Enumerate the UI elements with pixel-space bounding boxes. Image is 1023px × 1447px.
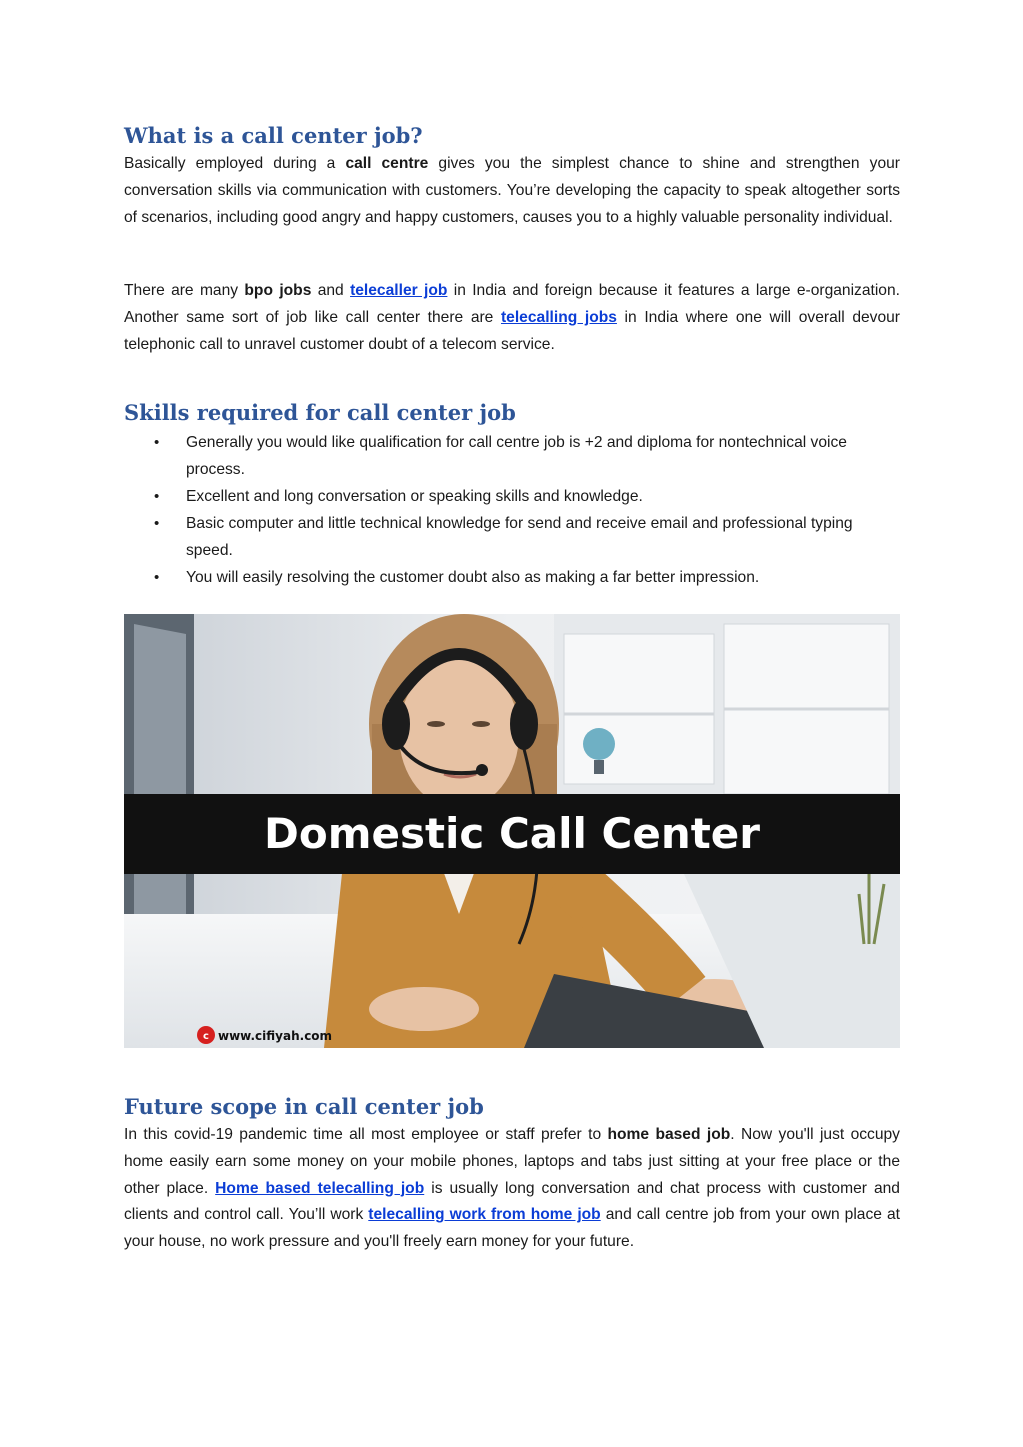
section-future-scope xyxy=(124,1093,900,1256)
list-item: • You will easily resolving the customer doubt also as making a far better impression. xyxy=(124,564,900,591)
bullet-icon: • xyxy=(154,515,160,532)
bold-bpo-jobs: bpo jobs xyxy=(244,282,312,299)
bullet-icon: • xyxy=(154,488,160,505)
section-skills-required xyxy=(124,399,900,591)
link-telecalling-work-from-home-job[interactable]: telecalling work from home job xyxy=(368,1206,601,1224)
section-what-is-call-center xyxy=(124,122,900,231)
paragraph-intro: Basically employed during a call centre gives you the simplest chance to shine and strengthen your conversation skills via communication with customers. You’re developing the capacity to speak altogether sorts of scenarios, including good angry and happy customers, causes you to a highly valuable personality individual. xyxy=(124,155,900,226)
list-item: • Generally you would like qualification for call centre job is +2 and diploma for nontechnical voice process. xyxy=(124,429,900,483)
paragraph-bpo-jobs: There are many bpo jobs and telecaller job in India and foreign because it features a large e-organization. Another same sort of job like call center there are telecalling jobs in India where one will overall devour telephonic call to unravel customer doubt of a telecom service. xyxy=(124,282,900,353)
bold-call-centre: call centre xyxy=(345,155,429,172)
link-home-based-telecalling-job[interactable]: Home based telecalling job xyxy=(215,1179,425,1197)
banner-text: Domestic Call Center xyxy=(263,809,761,858)
list-item: • Excellent and long conversation or speaking skills and knowledge. xyxy=(124,483,900,510)
svg-text:c: c xyxy=(203,1031,209,1042)
paragraph-future-scope: In this covid-19 pandemic time all most employee or staff prefer to home based job. Now you'll just occupy home easily earn some money on your mobile phones, laptops and tabs just sitting at your free place or the other place. Home based telecalling job is usually long conversation and chat process with customer and clients and control call. You’ll work telecalling work from home job and call centre job from your own place at your house, no work pressure and you'll freely earn money for your future. xyxy=(124,1126,900,1251)
watermark-text: www.cifiyah.com xyxy=(218,1029,333,1043)
heading-what-is-call-center: What is a call center job? xyxy=(124,123,423,148)
bold-home-based-job: home based job xyxy=(607,1126,731,1143)
list-item: • Basic computer and little technical knowledge for send and receive email and professional typing speed. xyxy=(124,510,900,564)
call-center-illustration xyxy=(124,614,900,1048)
skills-list xyxy=(124,429,900,591)
bullet-icon: • xyxy=(154,434,160,451)
link-telecaller-job[interactable]: telecaller job xyxy=(350,282,448,299)
heading-skills-required: Skills required for call center job xyxy=(124,400,516,425)
heading-future-scope: Future scope in call center job xyxy=(124,1094,484,1119)
bullet-icon: • xyxy=(154,569,160,586)
domestic-call-center-photo xyxy=(124,614,900,1048)
link-telecalling-jobs[interactable]: telecalling jobs xyxy=(500,308,617,326)
